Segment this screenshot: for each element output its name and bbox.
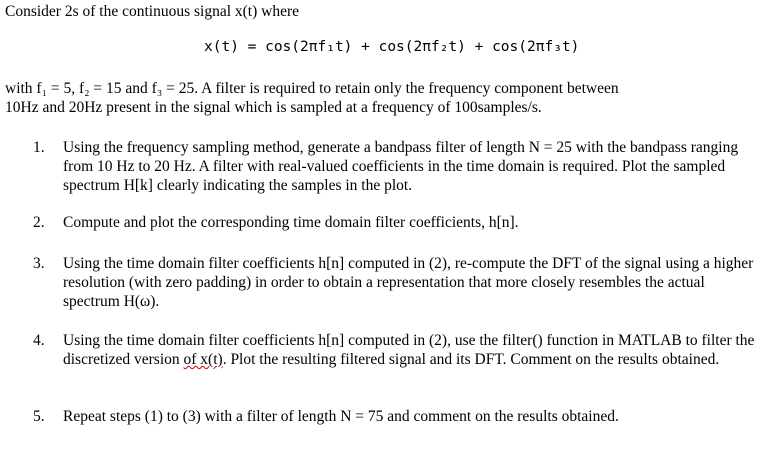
intro-line-3: 10Hz and 20Hz present in the signal which is sampled at a frequency of 100samples/s. [5, 99, 542, 116]
question-text-part: Using the time domain filter coefficients h[n] computed in (2), use the filter() function in MATLAB to filter the discretized version [63, 332, 755, 368]
question-3 [33, 254, 757, 311]
question-number: 5. [33, 408, 45, 425]
intro-line-2: with f₁ = 5, f₂ = 15 and f₃ = 25. A filter is required to retain only the frequency component between [5, 80, 619, 97]
question-1 [33, 138, 757, 195]
signal-equation: x(t) = cos(2πf₁t) + cos(2πf₂t) + cos(2πf₃t) [204, 39, 580, 55]
question-text: Using the time domain filter coefficients h[n] computed in (2), re-compute the DFT of the signal using a higher resolution (with zero padding) in order to obtain a representation that more closely resembles the actual spectrum H(ω). [63, 255, 754, 310]
question-number: 1. [33, 139, 45, 156]
question-text: Using the frequency sampling method, generate a bandpass filter of length N = 25 with the bandpass ranging from 10 Hz to 20 Hz. A filter with real-valued coefficients in the time domain is required. Plot the sampled spectrum H[k] clearly indicating the samples in the plot. [63, 139, 739, 194]
question-text: Compute and plot the corresponding time domain filter coefficients, h[n]. [63, 214, 519, 231]
question-number: 2. [33, 214, 45, 231]
question-text: Repeat steps (1) to (3) with a filter of length N = 75 and comment on the results obtained. [63, 408, 619, 425]
question-5 [33, 407, 757, 426]
intro-line-1: Consider 2s of the continuous signal x(t) where [5, 3, 300, 20]
question-2 [33, 213, 757, 232]
question-text-part: . Plot the resulting filtered signal and its DFT. Comment on the results obtained. [222, 351, 720, 368]
question-number: 3. [33, 255, 45, 272]
spellcheck-underlined-text: of x(t) [183, 351, 223, 368]
question-4 [33, 331, 757, 369]
question-number: 4. [33, 332, 45, 349]
question-text [63, 331, 757, 369]
